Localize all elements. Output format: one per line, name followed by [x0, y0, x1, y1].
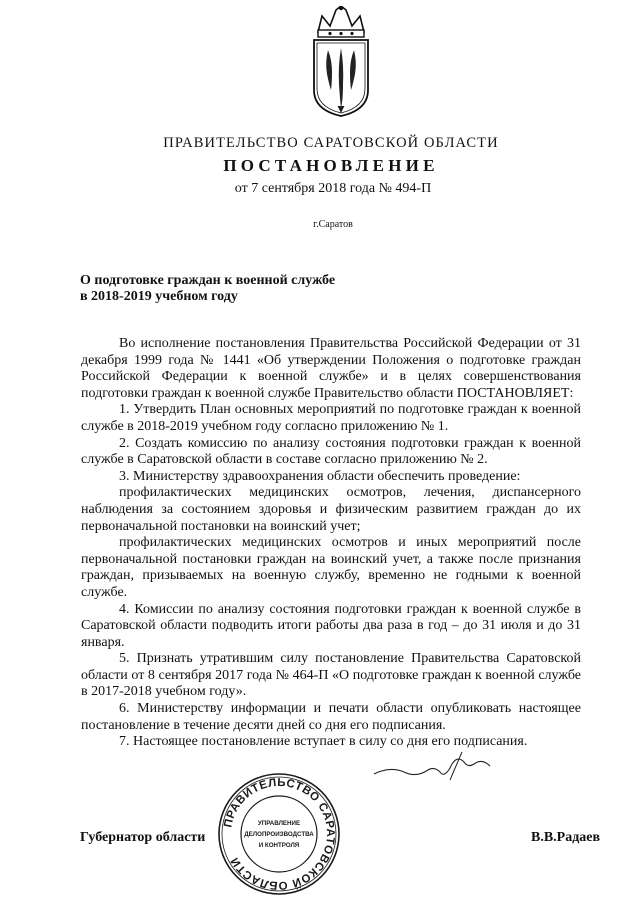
stamp-line-1: УПРАВЛЕНИЕ [257, 820, 301, 827]
stamp-line-2: ДЕЛОПРОИЗВОДСТВА [244, 831, 314, 838]
body-intro: Во исполнение постановления Правительства Российской Федерации от 31 декабря 1999 года № 1441 «Об утверждении Положения о подготовке граждан Российской Федерации к военной службе» и в целях совершенствования подготовки граждан к военной службе Правительство области ПОСТАНОВЛЯЕТ: [81, 336, 581, 401]
stamp-ring-text: ПРАВИТЕЛЬСТВО САРАТОВСКОЙ ОБЛАСТИ [222, 776, 337, 892]
coat-of-arms-icon [308, 6, 374, 118]
document-body [81, 336, 581, 751]
body-paragraph-7: 7. Настоящее постановление вступает в силу со дня его подписания. [119, 734, 528, 750]
signatory-name: В.В.Радаев [531, 830, 601, 845]
official-stamp-icon [216, 771, 342, 897]
body-paragraph-5: 5. Признать утратившим силу постановление Правительства Саратовской области от 8 сентября 2017 года № 464-П «О подготовке граждан к военной службе в 2017-2018 учебном году». [81, 651, 581, 700]
subject-line-1: О подготовке граждан к военной службе [80, 273, 336, 288]
document-city: г.Саратов [313, 219, 353, 230]
body-paragraph-3: 3. Министерству здравоохранения области обеспечить проведение: [119, 468, 521, 484]
subject-line-2: в 2018-2019 учебном году [80, 289, 238, 304]
body-paragraph-6: 6. Министерству информации и печати области опубликовать настоящее постановление в течение десяти дней со дня его подписания. [81, 701, 581, 733]
document-type: ПОСТАНОВЛЕНИЕ [223, 156, 439, 175]
government-title: ПРАВИТЕЛЬСТВО САРАТОВСКОЙ ОБЛАСТИ [163, 135, 499, 151]
body-paragraph-3a: профилактических медицинских осмотров, лечения, диспансерного наблюдения за состоянием здоровья и физическим развитием граждан до их первоначальной постановки на воинский учет; [81, 485, 581, 534]
handwritten-signature-icon [370, 744, 510, 784]
body-paragraph-4: 4. Комиссии по анализу состояния подготовки граждан к военной службе в Саратовской области подводить итоги работы два раза в год – до 31 июля и до 31 января. [81, 601, 581, 650]
body-paragraph-3b: профилактических медицинских осмотров и иных мероприятий после первоначальной постановки граждан на воинский учет, а также после признания граждан, призываемых на военную службу, временно не годными к военной службе. [81, 535, 581, 600]
document-date-number: от 7 сентября 2018 года № 494-П [234, 181, 432, 196]
body-paragraph-1: 1. Утвердить План основных мероприятий по подготовке граждан к военной службе в 2018-2019 учебном году согласно приложению № 1. [81, 402, 581, 434]
body-paragraph-2: 2. Создать комиссию по анализу состояния подготовки граждан к военной службе в Саратовской области в составе согласно приложению № 2. [81, 435, 581, 468]
stamp-line-3: И КОНТРОЛЯ [258, 842, 300, 849]
document-subject [80, 273, 335, 305]
signatory-position: Губернатор области [80, 830, 206, 845]
